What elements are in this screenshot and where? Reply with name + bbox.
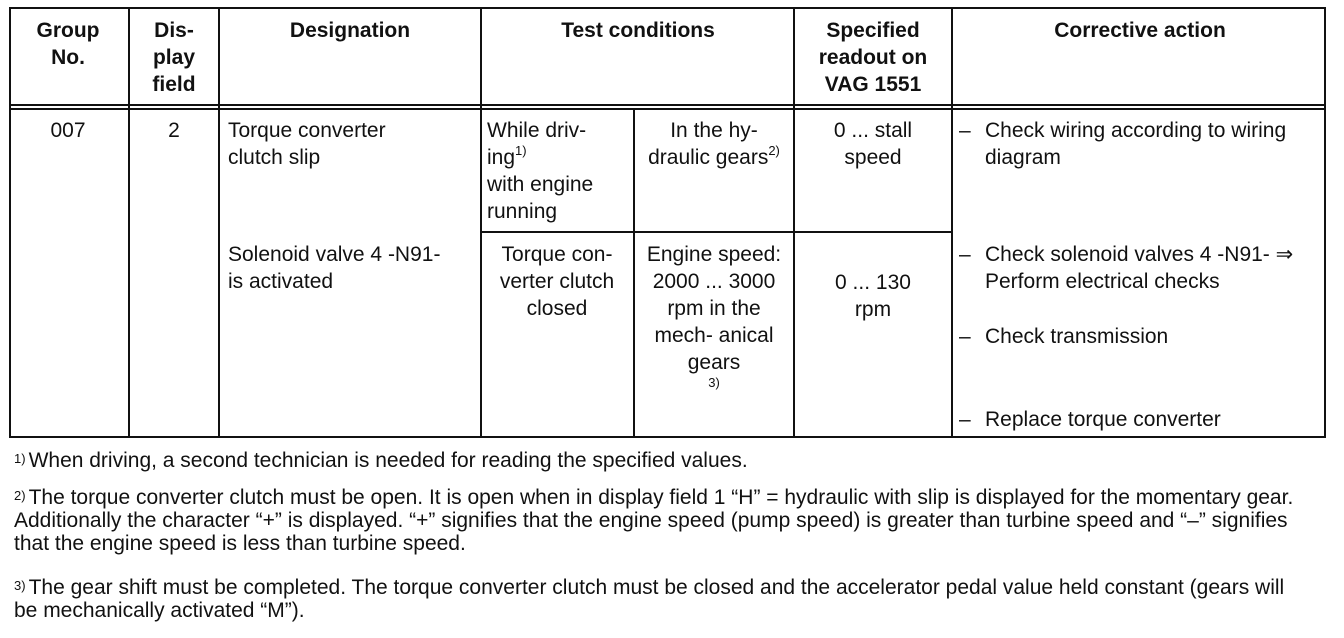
footnote-ref-1: 1) <box>515 143 527 158</box>
row-separator <box>480 231 953 233</box>
footnote-ref-2: 2) <box>768 143 780 158</box>
footnote-ref-3: 3) <box>708 375 720 390</box>
condition-1a-text: While driv- ing <box>487 119 587 169</box>
header-separator-2 <box>9 108 1326 110</box>
header-specified-readout: Specified readout on VAG 1551 <box>818 19 928 96</box>
col-line <box>793 7 795 438</box>
col-line <box>218 7 220 438</box>
cell-action-4: Replace torque converter <box>985 408 1221 431</box>
header-separator <box>9 104 1326 106</box>
condition-1a-rest: with engine running <box>487 173 594 223</box>
header-group-no: Group No. <box>36 19 100 69</box>
cell-condition-1a <box>487 117 627 225</box>
col-line <box>128 7 130 438</box>
col-line <box>633 108 635 438</box>
condition-1b-text: In the hy- draulic gears <box>648 119 769 169</box>
cell-action-1: Check wiring according to wiring diagram <box>985 119 1287 169</box>
footnote-mark: 3) <box>14 578 26 593</box>
cell-display-field: 2 <box>168 119 180 142</box>
cell-designation-2: Solenoid valve 4 -N91- is activated <box>228 243 441 293</box>
cell-condition-2b <box>640 241 788 403</box>
footnote-text: The torque converter clutch must be open. It is open when in display field 1 “H” = hydraulic with slip is displayed for the momentary gear. Additionally the character “+” is displayed. “+” signifies that the engine speed (pump speed) is greater than turbine speed and “–” signifies that the engine speed is less than turbine speed. <box>14 486 1294 555</box>
footnote-1 <box>14 449 1314 472</box>
cell-action-2: Check solenoid valves 4 -N91- ⇒ Perform electrical checks <box>985 243 1294 293</box>
cell-action-3: Check transmission <box>985 325 1169 348</box>
header-display-field: Dis- play field <box>152 19 196 96</box>
footnote-3 <box>14 576 1309 622</box>
cell-readout-2: 0 ... 130 rpm <box>835 271 911 321</box>
footnote-mark: 2) <box>14 488 26 503</box>
col-line <box>951 7 953 438</box>
header-designation: Designation <box>289 19 411 42</box>
cell-condition-1b <box>640 117 788 171</box>
col-line <box>480 7 482 438</box>
action-dash: – <box>959 325 971 348</box>
cell-group-no: 007 <box>50 119 86 142</box>
action-dash: – <box>959 408 971 431</box>
action-dash: – <box>959 243 971 266</box>
header-test-conditions: Test conditions <box>561 19 715 42</box>
cell-condition-2a: Torque con- verter clutch closed <box>499 243 615 320</box>
header-corrective-action: Corrective action <box>1054 19 1226 42</box>
condition-2b-text: Engine speed: 2000 ... 3000 rpm in the mech- anical gears <box>646 243 782 374</box>
action-dash: – <box>959 119 971 142</box>
cell-readout-1: 0 ... stall speed <box>833 119 913 169</box>
footnote-mark: 1) <box>14 451 26 466</box>
footnote-text: When driving, a second technician is needed for reading the specified values. <box>28 449 748 472</box>
footnote-2 <box>14 486 1309 555</box>
cell-designation-1: Torque converter clutch slip <box>228 119 386 169</box>
footnote-text: The gear shift must be completed. The torque converter clutch must be closed and the accelerator pedal value held constant (gears will be mechanically activated “M”). <box>14 576 1285 622</box>
